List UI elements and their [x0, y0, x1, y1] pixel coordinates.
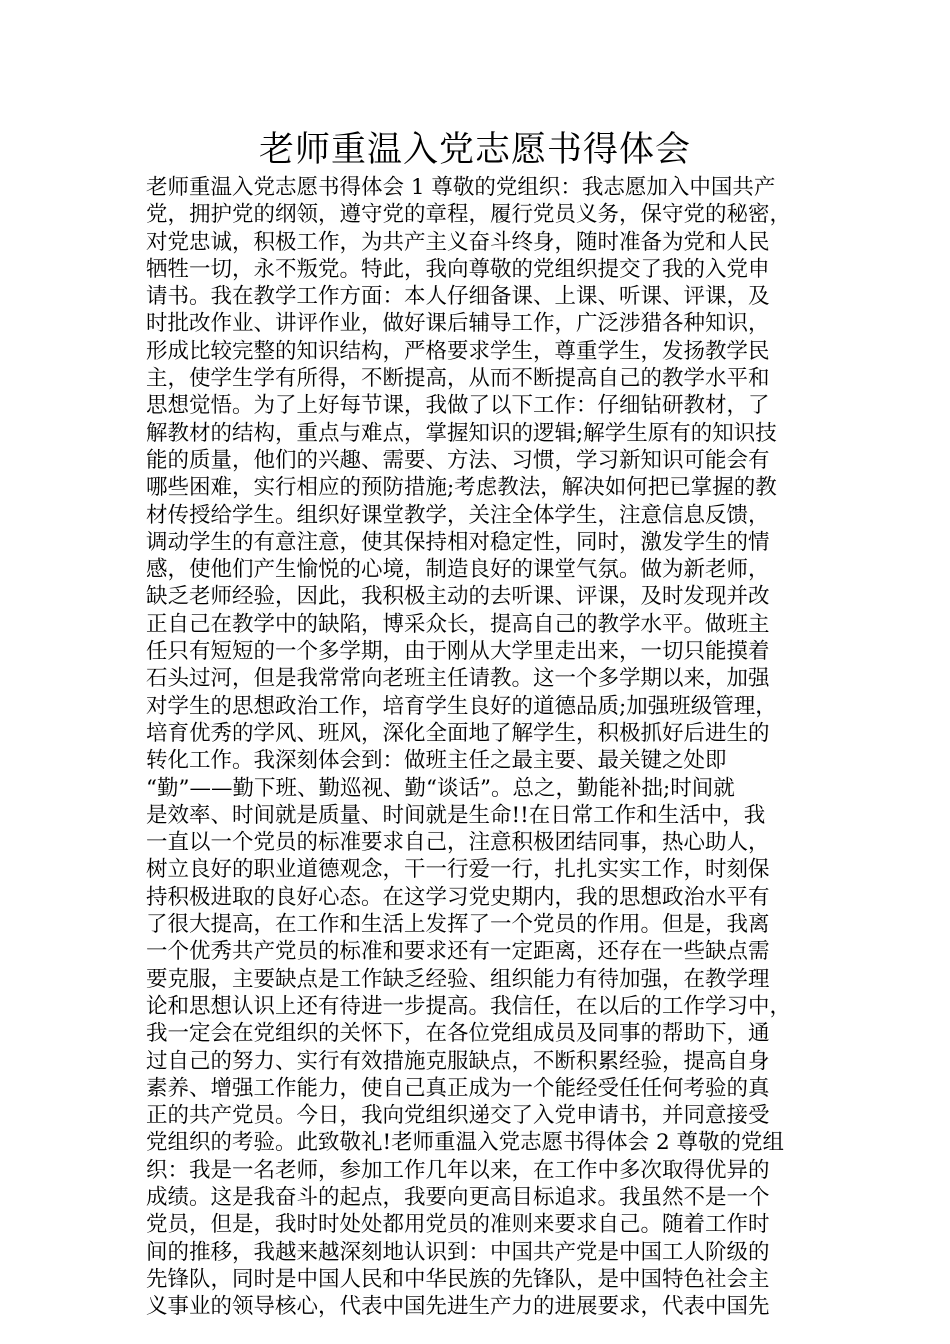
body-text-line: 间的推移，我越来越深刻地认识到：中国共产党是中国工人阶级的 [146, 1239, 770, 1265]
body-text-line: 我一定会在党组织的关怀下，在各位党组成员及同事的帮助下，通 [146, 1021, 770, 1047]
body-text-line: 哪些困难，实行相应的预防措施;考虑教法，解决如何把已掌握的教 [146, 475, 777, 501]
body-text-line: 正自己在教学中的缺陷，博采众长，提高自己的教学水平。做班主 [146, 611, 770, 637]
body-text-line: 牺牲一切，永不叛党。特此，我向尊敬的党组织提交了我的入党申 [146, 256, 770, 282]
body-text-line: 材传授给学生。组织好课堂教学，关注全体学生，注意信息反馈， [146, 502, 770, 528]
body-text-line: 织：我是一名老师，参加工作几年以来，在工作中多次取得优异的 [146, 1157, 770, 1183]
body-text-line: 一直以一个党员的标准要求自己，注意积极团结同事，热心助人， [146, 830, 770, 856]
body-text-line: 一个优秀共产党员的标准和要求还有一定距离，还存在一些缺点需 [146, 939, 770, 965]
body-text-line: 党员，但是，我时时处处都用党员的准则来要求自己。随着工作时 [146, 1212, 770, 1238]
body-text-line: 是效率、时间就是质量、时间就是生命!!在日常工作和生活中，我 [146, 802, 766, 828]
body-text-line: 请书。我在教学工作方面：本人仔细备课、上课、听课、评课，及 [146, 284, 770, 310]
body-text-line: 转化工作。我深刻体会到：做班主任之最主要、最关键之处即 [146, 748, 727, 774]
body-text-line: 成绩。这是我奋斗的起点，我要向更高目标追求。我虽然不是一个 [146, 1184, 770, 1210]
body-text-line: 党，拥护党的纲领，遵守党的章程，履行党员义务，保守党的秘密， [146, 202, 792, 228]
body-text-line: 树立良好的职业道德观念，干一行爱一行，扎扎实实工作，时刻保 [146, 857, 770, 883]
body-text-line: 对学生的思想政治工作，培育学生良好的道德品质;加强班级管理， [146, 693, 777, 719]
body-text-line: 对党忠诚，积极工作，为共产主义奋斗终身，随时准备为党和人民 [146, 229, 770, 255]
body-text-line: 形成比较完整的知识结构，严格要求学生，尊重学生，发扬教学民 [146, 338, 770, 364]
body-text-line: 先锋队，同时是中国人民和中华民族的先锋队，是中国特色社会主 [146, 1266, 770, 1292]
body-text-line: 思想觉悟。为了上好每节课，我做了以下工作：仔细钻研教材，了 [146, 393, 770, 419]
body-text-line: 任只有短短的一个多学期，由于刚从大学里走出来，一切只能摸着 [146, 639, 770, 665]
body-text-line: “勤”——勤下班、勤巡视、勤“谈话”。总之，勤能补拙;时间就 [146, 775, 735, 801]
body-text-line: 石头过河，但是我常常向老班主任请教。这一个多学期以来，加强 [146, 666, 770, 692]
body-text-line: 能的质量，他们的兴趣、需要、方法、习惯，学习新知识可能会有 [146, 447, 770, 473]
body-text-line: 过自己的努力、实行有效措施克服缺点，不断积累经验，提高自身 [146, 1048, 770, 1074]
body-text-line: 调动学生的有意注意，使其保持相对稳定性，同时，激发学生的情 [146, 529, 770, 555]
body-text-line: 感，使他们产生愉悦的心境，制造良好的课堂气氛。做为新老师， [146, 557, 770, 583]
document-body [146, 174, 813, 1320]
body-text-line: 主，使学生学有所得，不断提高，从而不断提高自己的教学水平和 [146, 366, 770, 392]
body-text-line: 培育优秀的学风、班风，深化全面地了解学生，积极抓好后进生的 [146, 720, 770, 746]
body-text-line: 持积极进取的良好心态。在这学习党史期内，我的思想政治水平有 [146, 884, 770, 910]
body-text-line: 要克服，主要缺点是工作缺乏经验、组织能力有待加强，在教学理 [146, 966, 770, 992]
body-text-line: 义事业的领导核心，代表中国先进生产力的进展要求，代表中国先 [146, 1294, 770, 1320]
body-text-line: 党组织的考验。此致敬礼!老师重温入党志愿书得体会 2 尊敬的党组 [146, 1130, 784, 1156]
body-text-line: 时批改作业、讲评作业，做好课后辅导工作，广泛涉猎各种知识， [146, 311, 770, 337]
body-text-line: 了很大提高，在工作和生活上发挥了一个党员的作用。但是，我离 [146, 912, 770, 938]
body-text-line: 论和思想认识上还有待进一步提高。我信任，在以后的工作学习中， [146, 993, 792, 1019]
body-text-line: 解教材的结构，重点与难点，掌握知识的逻辑;解学生原有的知识技 [146, 420, 777, 446]
document-title: 老师重温入党志愿书得体会 [258, 130, 691, 170]
body-text-line: 素养、增强工作能力，使自己真正成为一个能经受任任何考验的真 [146, 1075, 770, 1101]
body-text-line: 正的共产党员。今日，我向党组织递交了入党申请书，并同意接受 [146, 1103, 770, 1129]
body-text-line: 缺乏老师经验，因此，我积极主动的去听课、评课，及时发现并改 [146, 584, 770, 610]
body-text-line: 老师重温入党志愿书得体会 1 尊敬的党组织：我志愿加入中国共产 [146, 175, 776, 200]
